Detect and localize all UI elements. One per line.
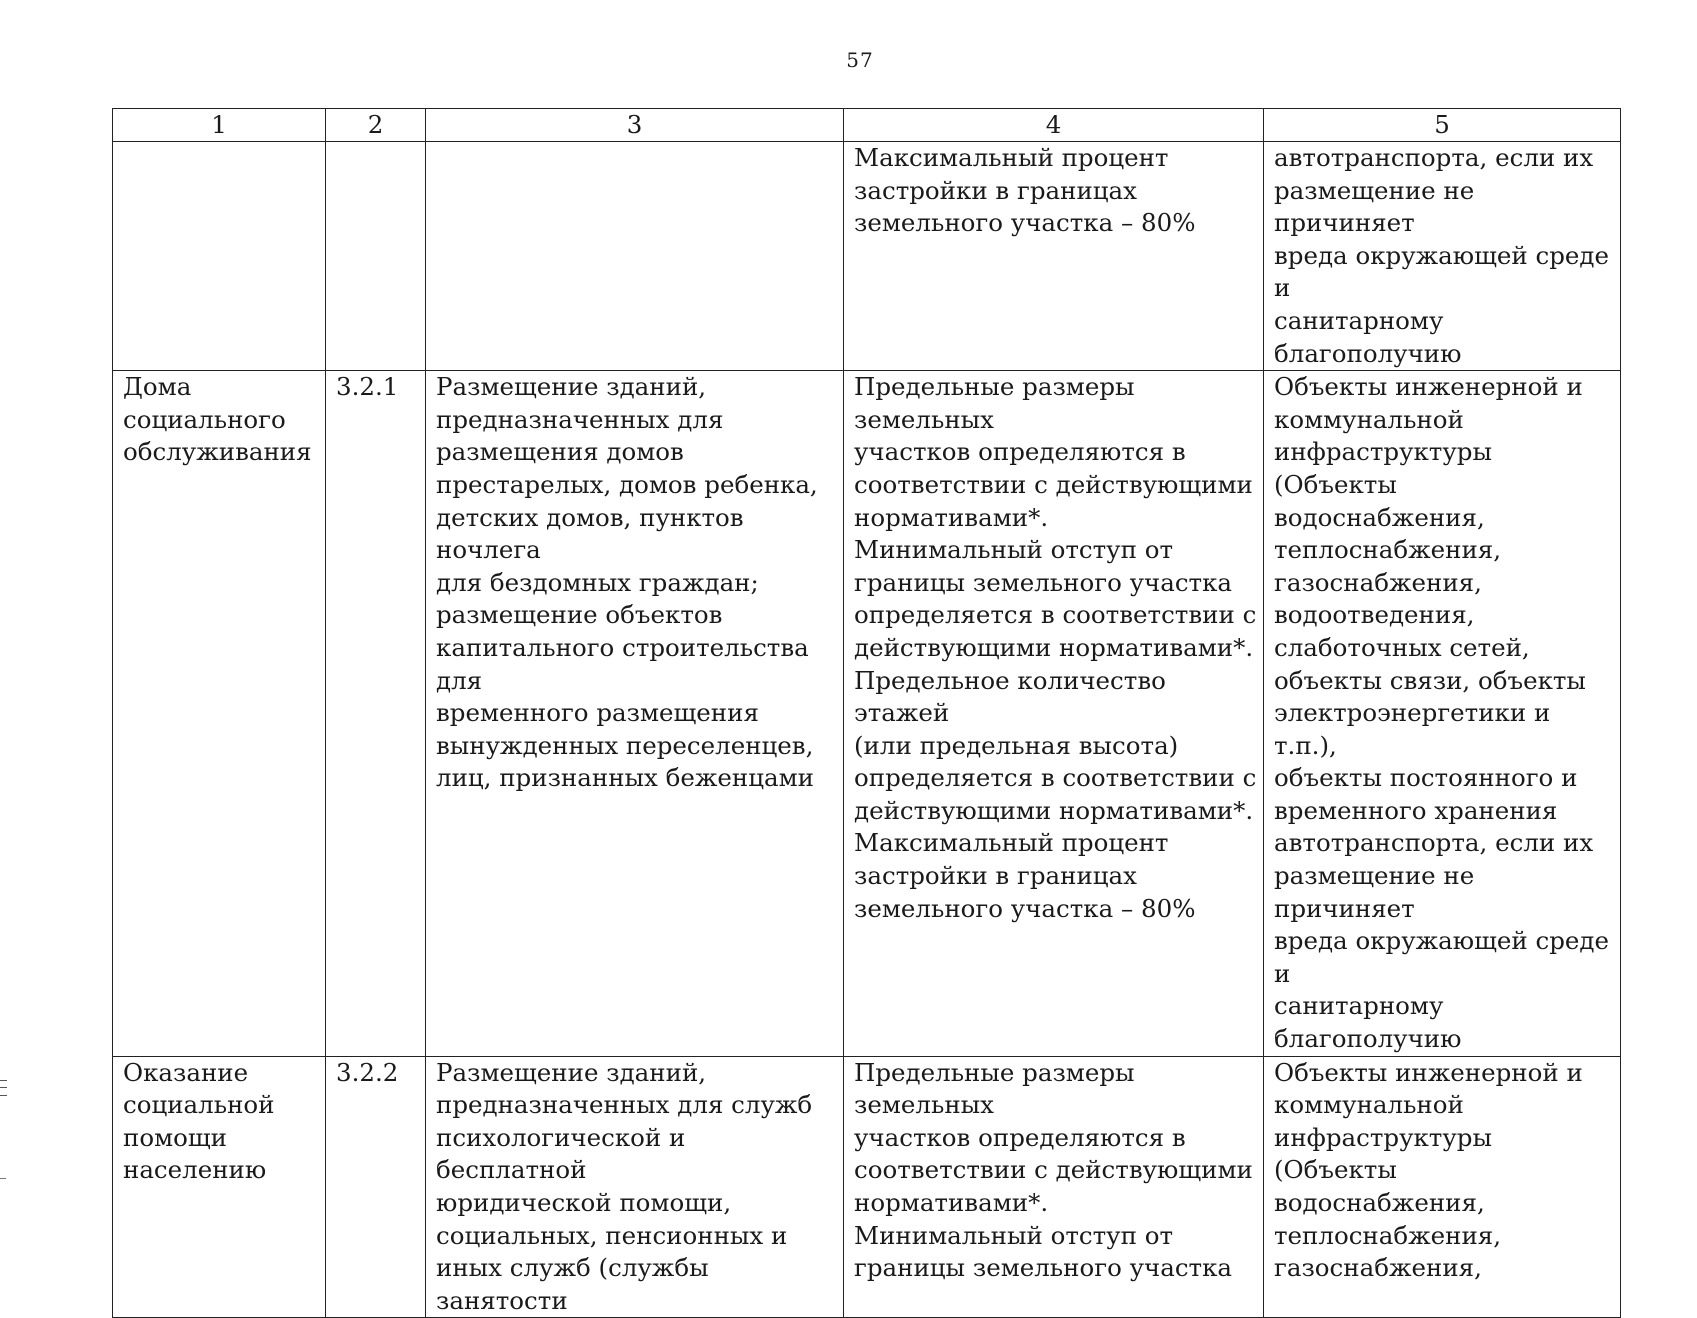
parameters-text: Предельные размеры земельных участков определяются в соответствии с действующими нормативами*. Минимальный отступ от границы земельного участка определяется в соответствии с действующими нормативами*. Предельное количество этажей (или предельная высота) определяется в соответствии с действующими нормативами*. Максимальный процент застройки в границах земельного участка – 80% [854, 372, 1257, 923]
auxiliary-objects-cell [1264, 142, 1621, 371]
table-row [113, 142, 1621, 371]
use-type-text: Дома социального обслуживания [123, 372, 312, 467]
parameters-text: Предельные размеры земельных участков определяются в соответствии с действующими нормативами*. Минимальный отступ от границы земельного участка [854, 1057, 1253, 1283]
parameters-cell [844, 142, 1264, 371]
page-number: 57 [846, 48, 874, 72]
table-row [113, 1056, 1621, 1318]
header-cell-4: 4 [844, 109, 1264, 142]
use-type-cell [113, 142, 326, 371]
auxiliary-objects-cell [1264, 371, 1621, 1056]
parameters-text: Максимальный процент застройки в границах земельного участка – 80% [854, 143, 1196, 238]
use-code-text: 3.2.1 [336, 372, 399, 402]
use-description-cell [426, 371, 844, 1056]
auxiliary-objects-text: Объекты инженерной и коммунальной инфраструктуры (Объекты водоснабжения, теплоснабжения, газоснабжения, водоотведения, слаботочных сетей, объекты связи, объекты электроэнергетики и т.п.), объекты постоянного и временного хранения автотранспорта, если их размещение не причиняет вреда окружающей среде и санитарному благополучию [1274, 372, 1609, 1054]
header-cell-3: 3 [426, 109, 844, 142]
use-code-cell [326, 142, 426, 371]
parameters-cell [844, 371, 1264, 1056]
header-cell-2: 2 [326, 109, 426, 142]
use-description-text: Размещение зданий, предназначенных для служб психологической и бесплатной юридической помощи, социальных, пенсионных и иных служб (службы занятости [436, 1057, 813, 1315]
scan-margin-mark [0, 1080, 7, 1096]
auxiliary-objects-text: автотранспорта, если их размещение не причиняет вреда окружающей среде и санитарному благополучию [1274, 143, 1609, 368]
auxiliary-objects-text: Объекты инженерной и коммунальной инфраструктуры (Объекты водоснабжения, теплоснабжения, газоснабжения, [1274, 1057, 1583, 1283]
use-type-text: Оказание социальной помощи населению [123, 1057, 275, 1185]
parameters-cell [844, 1056, 1264, 1318]
use-description-cell [426, 1056, 844, 1318]
use-type-cell [113, 1056, 326, 1318]
use-description-cell [426, 142, 844, 371]
header-cell-5: 5 [1264, 109, 1621, 142]
table-row [113, 371, 1621, 1056]
use-code-cell [326, 371, 426, 1056]
header-cell-1: 1 [113, 109, 326, 142]
use-type-cell [113, 371, 326, 1056]
use-code-text: 3.2.2 [336, 1057, 399, 1087]
scan-margin-tick [0, 1178, 6, 1179]
auxiliary-objects-cell [1264, 1056, 1621, 1318]
land-use-regulations-table [112, 108, 1621, 1318]
use-description-text: Размещение зданий, предназначенных для размещения домов престарелых, домов ребенка, детских домов, пунктов ночлега для бездомных граждан; размещение объектов капитального строительства для временного размещения вынужденных переселенцев, лиц, признанных беженцами [436, 372, 818, 793]
table-header-row [113, 109, 1621, 142]
use-code-cell [326, 1056, 426, 1318]
